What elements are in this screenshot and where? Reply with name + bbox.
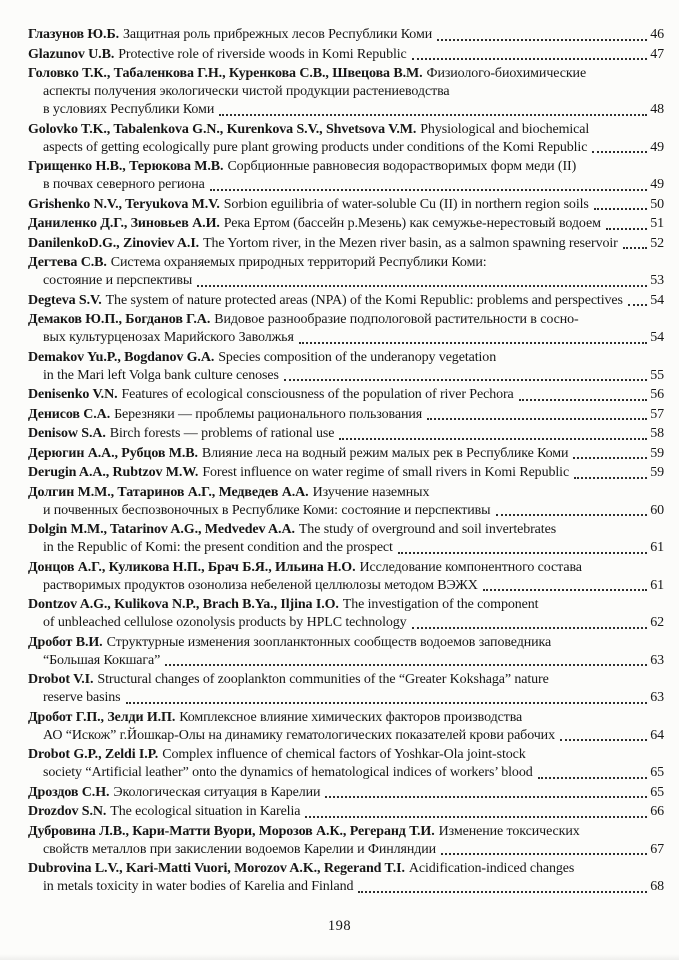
toc-entry <box>28 235 664 253</box>
dot-leader <box>483 589 647 591</box>
entry-page-number: 47 <box>650 46 664 62</box>
entry-page-number: 68 <box>650 879 664 894</box>
entry-page-number: 55 <box>650 367 664 383</box>
entry-continuation-line <box>28 329 664 347</box>
dot-leader <box>574 477 647 479</box>
toc-entry <box>28 425 664 443</box>
entry-page-number: 65 <box>650 784 664 800</box>
entry-first-line <box>28 559 664 577</box>
dot-leader <box>592 151 647 153</box>
dot-leader <box>441 853 647 855</box>
entry-title-text: Birch forests — problems of rational use <box>109 426 335 441</box>
dot-leader <box>197 285 647 287</box>
entry-page-number: 49 <box>650 139 664 155</box>
entry-first-line <box>28 746 664 764</box>
entry-authors: Демаков Ю.П., Богданов Г.А. <box>28 312 211 327</box>
entry-title-text: The investigation of the component <box>342 597 539 612</box>
dot-leader <box>594 208 647 210</box>
entry-authors: Дроздов С.Н. <box>28 784 110 800</box>
entry-page-number: 46 <box>650 27 664 42</box>
entry-authors: Глазунов Ю.Б. <box>28 27 120 42</box>
entry-authors: Dubrovina L.V., Kari-Matti Vuori, Morozov A.K., Regerand T.I. <box>28 861 405 876</box>
entry-authors: Дробот В.И. <box>28 634 103 650</box>
entry-first-line <box>28 349 664 367</box>
entry-title-text: in metals toxicity in water bodies of Karelia and Finland <box>43 879 354 894</box>
entry-title-text: society “Artificial leather” onto the dynamics of hematological indices of workers’ blood <box>43 765 533 780</box>
entry-title-text: in the Republic of Komi: the present condition and the prospect <box>43 540 393 555</box>
entry-authors: Derugin A.A., Rubtzov M.W. <box>28 465 199 480</box>
entry-authors: Даниленко Д.Г., Зиновьев А.И. <box>28 216 220 231</box>
toc-entry <box>28 860 664 896</box>
entry-continuation-line <box>28 272 664 290</box>
entry-continuation-line <box>28 539 664 557</box>
entry-first-line <box>28 311 664 329</box>
entry-authors: Донцов А.Г., Куликова Н.П., Брач Б.Я., Ильина Н.О. <box>28 559 356 575</box>
dot-leader <box>210 189 647 191</box>
entry-first-line <box>28 158 664 176</box>
entry-first-line <box>28 634 664 652</box>
entry-continuation-line <box>28 577 664 595</box>
dot-leader <box>339 438 647 440</box>
entry-authors: Golovko T.K., Tabalenkova G.N., Kurenkova S.V., Shvetsova V.M. <box>28 121 417 137</box>
entry-first-line <box>28 425 664 443</box>
entry-page-number: 53 <box>650 273 664 288</box>
entry-page-number: 65 <box>650 765 664 780</box>
entry-authors: DanilenkoD.G., Zinoviev A.I. <box>28 235 200 251</box>
entry-first-line <box>28 671 664 689</box>
entry-page-number: 54 <box>650 292 664 308</box>
dot-leader <box>358 891 647 893</box>
entry-title-text: Физиолого-биохимические <box>426 66 587 81</box>
entry-page-number: 62 <box>650 615 664 630</box>
entry-title-text: Sorbion eguilibria of water-soluble Cu (II) in northern region soils <box>223 196 589 212</box>
entry-first-line <box>28 464 664 482</box>
entry-first-line <box>28 254 664 272</box>
entry-page-number: 61 <box>650 577 664 593</box>
toc-entry <box>28 445 664 463</box>
toc-entry <box>28 349 664 385</box>
dot-leader <box>299 342 647 344</box>
entry-page-number: 59 <box>650 465 664 480</box>
entry-continuation-line <box>28 652 664 670</box>
entry-page-number: 54 <box>650 330 664 345</box>
entry-first-line <box>28 26 664 44</box>
toc-entry <box>28 634 664 670</box>
entry-title-text: Physiological and biochemical <box>420 121 590 137</box>
entry-title-text: Forest influence on water regime of small rivers in Komi Republic <box>202 465 570 480</box>
scan-edge-shadow <box>0 954 679 960</box>
toc-entry <box>28 484 664 520</box>
entry-continuation-line <box>28 614 664 632</box>
toc-entry <box>28 596 664 632</box>
entry-title-text: растворимых продуктов озонолиза небеленой целлюлозы методом ВЭЖХ <box>43 577 478 593</box>
entry-continuation-line <box>28 841 664 859</box>
dot-leader <box>398 552 647 554</box>
entry-authors: Дегтева С.В. <box>28 255 107 270</box>
entry-first-line <box>28 709 664 727</box>
dot-leader <box>519 399 648 401</box>
entry-title-text: Видовое разнообразие подпологовой растительности в сосно- <box>214 312 579 327</box>
entry-title-text: Исследование компонентного состава <box>359 559 582 575</box>
entry-authors: Долгин М.М., Татаринов А.Г., Медведев А.А. <box>28 484 309 500</box>
entry-title-text: Изучение наземных <box>312 484 430 500</box>
entry-continuation-line <box>28 727 664 745</box>
toc-entry <box>28 311 664 347</box>
entry-first-line <box>28 784 664 802</box>
entry-title-text: The ecological situation in Karelia <box>110 804 301 819</box>
entry-continuation-line <box>28 139 664 157</box>
entry-page-number: 57 <box>650 406 664 422</box>
entry-title-text: Complex influence of chemical factors of Yoshkar-Ola joint-stock <box>162 747 526 762</box>
entry-title-text: Acidification-indiced changes <box>408 861 575 876</box>
toc-entry <box>28 521 664 557</box>
entry-authors: Денисов С.А. <box>28 406 111 422</box>
entry-title-text: Защитная роль прибрежных лесов Республики Коми <box>123 27 433 42</box>
entry-title-text: The study of overground and soil invertebrates <box>298 522 557 537</box>
entry-first-line <box>28 235 664 253</box>
entry-title-text: свойств металлов при закислении водоемов Карелии и Финляндии <box>43 841 437 857</box>
entry-title-text: Река Ертом (бассейн р.Мезень) как семужье-нерестовый водоем <box>223 216 601 231</box>
entry-title-text: “Большая Кокшага” <box>43 652 161 668</box>
toc-entry <box>28 803 664 821</box>
entry-continuation-line <box>28 367 664 385</box>
toc-entry <box>28 196 664 214</box>
entry-page-number: 63 <box>650 652 664 668</box>
entry-title-text: Влияние леса на водный режим малых рек в Республике Коми <box>201 445 569 461</box>
dot-leader <box>284 379 647 381</box>
entry-first-line <box>28 121 664 139</box>
page-number: 198 <box>327 918 352 934</box>
toc-entry <box>28 215 664 233</box>
dot-leader <box>412 58 648 60</box>
entry-page-number: 58 <box>650 426 664 441</box>
dot-leader <box>560 739 647 741</box>
entry-authors: Grishenko N.V., Teryukova M.V. <box>28 196 220 212</box>
toc-entry <box>28 746 664 782</box>
entry-title-text: вых культурценозах Марийского Заволжья <box>43 330 294 345</box>
entry-first-line <box>28 196 664 214</box>
toc-entry <box>28 65 664 119</box>
dot-leader <box>427 418 647 420</box>
entry-authors: Грищенко Н.В., Терюкова М.В. <box>28 159 224 174</box>
toc-entry <box>28 158 664 194</box>
entry-title-text: Сорбционные равновесия водорастворимых форм меди (II) <box>227 159 577 174</box>
entry-page-number: 48 <box>650 102 664 117</box>
dot-leader <box>437 39 647 41</box>
dot-leader <box>305 816 647 818</box>
entry-page-number: 63 <box>650 690 664 705</box>
entry-title-text: of unbleached cellulose ozonolysis products by HPLC technology <box>43 615 407 630</box>
entry-first-line <box>28 386 664 404</box>
entry-title-text: и почвенных беспозвоночных в Республике Коми: состояние и перспективы <box>43 502 491 518</box>
entry-title-text: The Yortom river, in the Mezen river basin, as a salmon spawning reservoir <box>203 235 618 251</box>
entry-first-line <box>28 823 664 841</box>
entry-page-number: 50 <box>650 196 664 212</box>
entry-title-text: Экологическая ситуация в Карелии <box>113 784 321 800</box>
entry-authors: Denisenko V.N. <box>28 387 118 402</box>
entry-first-line <box>28 65 664 83</box>
entry-continuation-line <box>28 764 664 782</box>
dot-leader <box>628 304 647 306</box>
entry-title-text: Структурные изменения зоопланктонных сообществ водоемов заповедника <box>106 634 552 650</box>
entry-page-number: 61 <box>650 540 664 555</box>
entry-authors: Dolgin M.M., Tatarinov A.G., Medvedev A.A. <box>28 522 295 537</box>
entry-first-line <box>28 484 664 502</box>
entry-first-line <box>28 406 664 424</box>
entry-continuation-line <box>28 878 664 896</box>
toc-entry <box>28 784 664 802</box>
entry-title-text: Features of ecological consciousness of the population of river Pechora <box>121 387 514 402</box>
entry-authors: Drozdov S.N. <box>28 804 107 819</box>
entry-page-number: 56 <box>650 387 664 402</box>
entry-continuation-line <box>28 176 664 194</box>
entry-authors: Головко Т.К., Табаленкова Г.Н., Куренкова С.В., Швецова В.М. <box>28 66 423 81</box>
entry-title-text: в условиях Республики Коми <box>43 102 215 117</box>
entry-first-line <box>28 803 664 821</box>
toc-entry <box>28 121 664 157</box>
dot-leader <box>623 247 647 249</box>
entry-first-line <box>28 521 664 539</box>
entry-first-line <box>28 445 664 463</box>
toc-list <box>28 26 664 896</box>
dot-leader <box>165 664 647 666</box>
entry-authors: Drobot V.I. <box>28 672 94 687</box>
dot-leader <box>325 796 647 798</box>
entry-authors: Glazunov U.B. <box>28 46 115 62</box>
entry-authors: Дубровина Л.В., Кари-Матти Вуори, Морозов А.К., Регеранд Т.И. <box>28 823 435 839</box>
toc-entry <box>28 292 664 310</box>
entry-title-text: reserve basins <box>43 690 121 705</box>
entry-title-text: в почвах северного региона <box>43 177 205 192</box>
entry-title-text: АО “Искож” г.Йошкар-Олы на динамику гематологических показателей крови рабочих <box>43 727 555 743</box>
entry-page-number: 60 <box>650 502 664 518</box>
entry-title-text: Комплексное влияние химических факторов производства <box>179 709 523 725</box>
entry-page-number: 51 <box>650 216 664 231</box>
entry-authors: Drobot G.P., Zeldi I.P. <box>28 747 159 762</box>
toc-entry <box>28 559 664 595</box>
entry-page-number: 49 <box>650 177 664 192</box>
toc-entry <box>28 406 664 424</box>
toc-entry <box>28 464 664 482</box>
dot-leader <box>126 702 648 704</box>
entry-continuation-line <box>28 502 664 520</box>
dot-leader <box>573 457 647 459</box>
entry-page-number: 66 <box>650 804 664 819</box>
entry-title-text: Березняки — проблемы рационального пользования <box>114 406 423 422</box>
entry-page-number: 64 <box>650 727 664 743</box>
entry-first-line <box>28 292 664 310</box>
entry-title-text: Изменение токсических <box>438 823 580 839</box>
entry-authors: Дробот Г.П., Зелди И.П. <box>28 709 176 725</box>
entry-title-text: aspects of getting ecologically pure plant growing products under conditions of the Komi Republic <box>43 139 588 155</box>
entry-continuation-line <box>28 83 664 101</box>
entry-first-line <box>28 215 664 233</box>
entry-page-number: 59 <box>650 445 664 461</box>
toc-entry <box>28 709 664 745</box>
entry-title-text: Protective role of riverside woods in Komi Republic <box>118 46 407 62</box>
entry-first-line <box>28 860 664 878</box>
toc-entry <box>28 26 664 44</box>
entry-page-number: 52 <box>650 235 664 251</box>
dot-leader <box>412 627 648 629</box>
entry-authors: Demakov Yu.P., Bogdanov G.A. <box>28 349 215 365</box>
entry-authors: Дерюгин А.А., Рубцов М.В. <box>28 445 198 461</box>
entry-authors: Denisow S.A. <box>28 426 106 441</box>
entry-title-text: in the Mari left Volga bank culture cenoses <box>43 367 279 383</box>
toc-entry <box>28 671 664 707</box>
entry-title-text: The system of nature protected areas (NPA) of the Komi Republic: problems and perspectives <box>105 292 623 308</box>
dot-leader <box>606 228 647 230</box>
entry-continuation-line <box>28 689 664 707</box>
entry-page-number: 67 <box>650 841 664 857</box>
toc-entry <box>28 46 664 64</box>
entry-authors: Degteva S.V. <box>28 292 102 308</box>
entry-title-text: Structural changes of zooplankton communities of the “Greater Kokshaga” nature <box>97 672 549 687</box>
toc-entry <box>28 386 664 404</box>
entry-first-line <box>28 46 664 64</box>
dot-leader <box>538 777 648 779</box>
toc-entry <box>28 254 664 290</box>
entry-authors: Dontzov A.G., Kulikova N.P., Brach B.Ya., Iljina I.O. <box>28 597 339 612</box>
dot-leader <box>496 514 648 516</box>
entry-continuation-line <box>28 101 664 119</box>
toc-entry <box>28 823 664 859</box>
entry-title-text: Species composition of the underanopy vegetation <box>218 349 497 365</box>
entry-title-text: Система охраняемых природных территорий Республики Коми: <box>110 255 487 270</box>
entry-title-text: аспекты получения экологически чистой продукции растениеводства <box>43 84 450 99</box>
entry-title-text: состояние и перспективы <box>43 273 193 288</box>
dot-leader <box>219 114 647 116</box>
entry-first-line <box>28 596 664 614</box>
